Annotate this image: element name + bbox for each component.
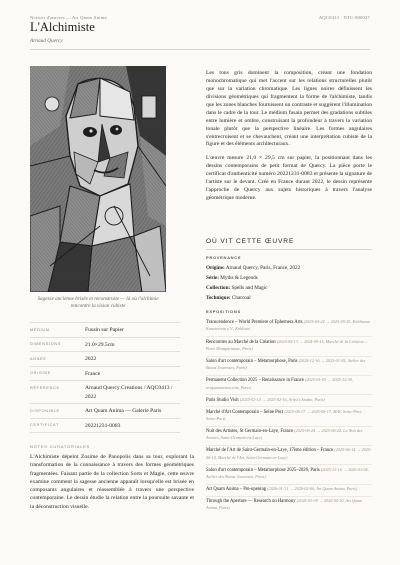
description-paragraph: L'œuvre mesure 21,0 × 29,5 cm sur papier, la positionnant dans les dessins contemporains de petit format de Quercy. La pièce porte le certificat d'authenticité numéro 20221231-0083 et présente la signature de l'artiste sur le devant. Créé en France durant 2022, le dessin représente l'approche de Quercy aux sujets historiques à travers l'analyse géométrique moderne.	[206, 155, 372, 202]
notes-text: L'Alchimiste dépeint Zosime de Panopolis dans sa tour, explorant la transformation de la connaissance à travers des formes géométriques fragmentées. Faisant partie de la collection Sorts et Magie, cette œuvre examine comment la sagesse ancienne apparaît lorsqu'elle est brisée en composants angulaires et réassemblée à travers une perspective contemporaine. Le dessin étudie la relation entre la poursuite savante et la déconstruction visuelle.	[30, 454, 194, 510]
divider	[206, 249, 372, 250]
provenance-line	[206, 264, 372, 274]
exposition-name: Salon d'art contemporain – Metamorphose, Paris	[206, 358, 298, 364]
exposition-name: Marché d'Art Contemporain – Seine Port	[206, 409, 284, 415]
provenance-section	[206, 255, 372, 304]
expositions-heading: EXPOSITIONS	[206, 309, 241, 314]
spec-label: RÉFÉRENCE	[30, 385, 60, 390]
artist-name[interactable]: Arnaud Quercy	[30, 38, 63, 44]
provenance-heading: PROVENANCE	[206, 255, 242, 260]
spec-label: DIMENSIONS	[30, 342, 62, 346]
description	[206, 70, 372, 209]
where-heading: OÙ VIT CETTE ŒUVRE	[206, 238, 295, 245]
exposition-name: Salon d'art contemporain – Metamorphose 2025–2026, Paris	[206, 467, 320, 473]
spec-value[interactable]: Art Quam Anima — Galerie Paris	[85, 408, 162, 414]
exposition-item[interactable]	[206, 485, 372, 497]
spec-row-available	[30, 403, 180, 418]
spec-row-reference	[30, 380, 180, 403]
provenance-line	[206, 284, 372, 294]
expositions-list	[206, 318, 372, 515]
spec-value: France	[85, 370, 101, 377]
exposition-meta: (2025-12-16 → 2026-01-04, Atelier des Beaux Jeunesses, Paris)	[206, 466, 369, 479]
provenance-value: Arnaud Quercy, Paris, France, 2022	[225, 265, 301, 271]
spec-row-dimensions	[30, 337, 180, 352]
exposition-item[interactable]	[206, 407, 372, 426]
spec-value: Fusain sur Papier	[85, 327, 124, 333]
spec-value: 20221231-0083	[85, 422, 121, 429]
exposition-item[interactable]	[206, 357, 372, 376]
exposition-name: Paris Studio Visit	[206, 397, 239, 403]
spec-row-certificate	[30, 418, 180, 433]
reference-code: AQC0413 · NTC-000027	[318, 14, 370, 20]
exposition-meta: (2024-09-13 → 2024-09-15, Marché de la Création – Paris Montparnasse, Paris)	[206, 338, 367, 351]
description-paragraph: Les tons gris dominent la composition, créant une fondation monochromatique qui met l'accent sur les relations structurelles plutôt que sur la variation chromatique. Les lignes noires définissent les divisions géométriques qui fragmentent la forme de l'alchimiste, tandis que les zones blanches fournissent un contraste et suggèrent l'illumination dans le cadre de la tour. Le médium fusain permet des gradations subtiles entre lumière et ombre, construisant la profondeur à travers la variation tonale plutôt que la perspective linéaire. Les formes angulaires s'entrecroisent et se chevauchent, créant une interprétation cubiste de la figure et des éléments architecturaux.	[206, 70, 372, 148]
exposition-item[interactable]	[206, 318, 372, 337]
exposition-meta: (2026-01-31 → 2026-02-06, Art Quam Anima, Paris)	[267, 486, 358, 491]
spec-value: 2022	[85, 356, 97, 362]
exposition-item[interactable]	[206, 376, 372, 395]
exposition-meta: (2026-03-09 → 2026-04-30, Art Quam Anima, Paris)	[206, 498, 363, 511]
divider	[30, 49, 370, 50]
provenance-line	[206, 274, 372, 284]
exposition-item[interactable]	[206, 395, 372, 407]
exposition-name: Marché de l'Art de Saint-Germain-en-Laye, 17ème édition – France	[206, 448, 334, 454]
provenance-key: Technique:	[206, 294, 231, 301]
exposition-name: Nuit des Artistes, St Germain-en-Laye, France	[206, 428, 294, 434]
spec-table	[30, 322, 180, 433]
exposition-meta: (2025-06-17 → 2025-06-17, MAC Seine-Port, Seine-Port)	[206, 408, 362, 421]
exposition-meta: (2025-06-24 → 2025-06-24, La Nuit des Artistes, Saint-Germain-en-Laye)	[206, 427, 363, 441]
exposition-item[interactable]	[206, 446, 372, 465]
exposition-item[interactable]	[206, 427, 372, 446]
exposition-meta: (2025-04-24 → 2025-05-25, Kohlmann Kunstverein e.V., Koblenz)	[206, 319, 370, 332]
exposition-meta: (2025-06-14 → 2025-06-14, Marché de l'Art, Saint-Germain-en-Laye)	[206, 447, 372, 460]
provenance-key: Série:	[206, 274, 219, 281]
artwork-image[interactable]	[30, 66, 166, 292]
exposition-name: Permanent Collection 2025 – Renaissance in France	[206, 378, 304, 384]
provenance-value: Spells and Magic	[231, 284, 268, 291]
provenance-key: Collection:	[206, 284, 231, 291]
exposition-name: Transcendence – World Premiere of Ephemera Arts	[206, 320, 303, 326]
provenance-key: Origine:	[206, 265, 225, 271]
spec-value: 21.0×29.5cm	[85, 341, 115, 348]
provenance-value: Myths & Legends	[220, 274, 258, 281]
exposition-meta: (2024-12-16 → 2025-01-05, Atelier des Beaux Jeunesses, Paris)	[206, 357, 366, 371]
spec-label: CERTIFICAT	[30, 423, 60, 427]
artwork-caption: Sagesse ancienne brisée et reconstruite — là où l'alchimie rencontre la vision cubiste	[37, 296, 159, 310]
provenance-value: Charcoal	[231, 294, 251, 301]
spec-row-year	[30, 351, 180, 366]
exposition-meta: (2025-01-03 → 2025-12-30, artquamanima.com, Paris)	[206, 377, 353, 390]
exposition-name: Through the Aperture — Research on Harmony	[206, 499, 296, 505]
exposition-item[interactable]	[206, 465, 372, 484]
page-title: L'Alchimiste	[30, 20, 95, 34]
notes-heading: NOTES CURATORIALES	[30, 444, 91, 449]
spec-label: DISPONIBLE	[30, 408, 60, 413]
spec-label: ANNÉE	[30, 356, 47, 361]
exposition-item[interactable]	[206, 337, 372, 356]
expositions-section	[206, 309, 372, 515]
spec-value: Arnaud Quercy Creations / AQC0413 / 2022	[85, 385, 173, 400]
breadcrumb[interactable]: Notices d'œuvres — Art Quam Anima	[30, 14, 107, 20]
divider	[30, 432, 180, 433]
spec-row-medium	[30, 322, 180, 337]
spec-row-origin	[30, 366, 180, 381]
provenance-line	[206, 294, 372, 304]
exposition-name: Art Quam Anima – Pre-opening	[206, 487, 267, 492]
exposition-name: Rencontres au Marché de la Création	[206, 339, 276, 345]
spec-label: ORIGINE	[30, 371, 51, 375]
exposition-item[interactable]	[206, 497, 372, 515]
exposition-meta: (2025-02-14 → 2025-02-16, Artist's Studio, Paris)	[239, 396, 325, 402]
spec-label: MÉDIUM	[30, 327, 50, 332]
